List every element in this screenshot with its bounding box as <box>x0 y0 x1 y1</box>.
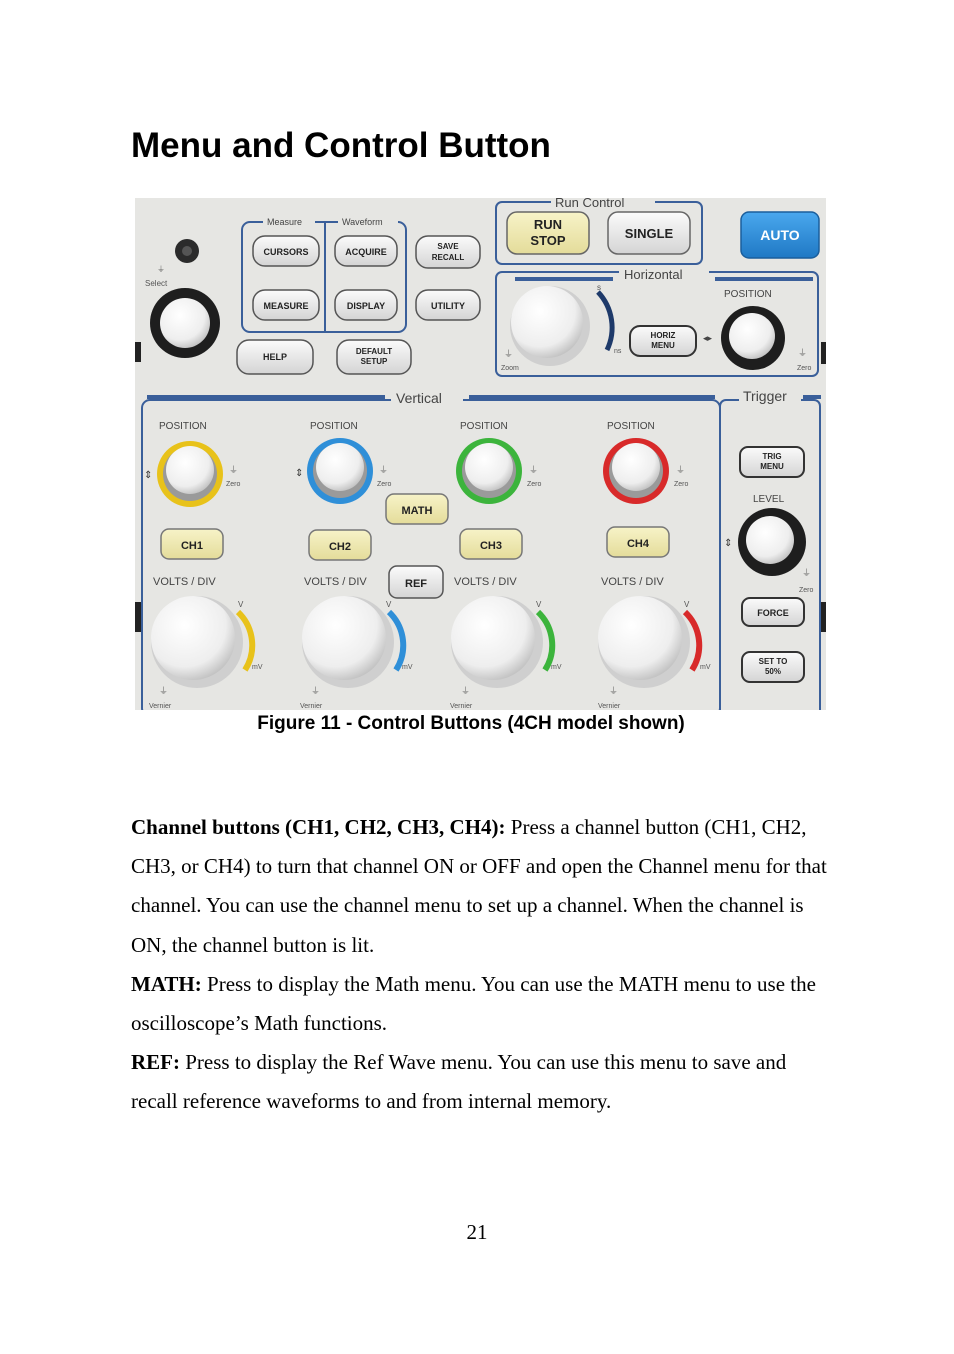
ch2-mv-unit: mV <box>402 664 413 671</box>
ch1-position-label: POSITION <box>159 421 207 432</box>
ch2-updown-icon: ⇕ <box>295 468 304 479</box>
ch4-volts-div-label: VOLTS / DIV <box>601 576 664 588</box>
trig-label: TRIG <box>762 452 782 461</box>
ch3-vernier-label: Vernier <box>450 703 473 710</box>
setup-label: SETUP <box>360 357 388 366</box>
ground-icon: ⏚ <box>157 265 165 274</box>
ch3-v-unit: V <box>536 600 542 609</box>
stop-label: STOP <box>530 233 566 248</box>
figure-caption <box>0 713 954 735</box>
help-button-label: HELP <box>262 352 288 362</box>
vertical-label: Vertical <box>396 390 442 406</box>
ch3-vernier-icon: ⏚ <box>461 686 471 696</box>
horizontal-scale-knob[interactable] <box>511 286 583 358</box>
ch3-volts-div-label: VOLTS / DIV <box>454 576 517 588</box>
level-zero-icon: ⏚ <box>802 568 812 578</box>
force-button-label: FORCE <box>757 608 789 618</box>
measure-button-label: MEASURE <box>263 301 309 311</box>
ch2-volts-div-knob[interactable] <box>302 596 386 680</box>
ch1-volts-div-label: VOLTS / DIV <box>153 576 216 588</box>
ch3-zero-label: Zero <box>527 481 542 488</box>
ch1-mv-unit: mV <box>252 664 263 671</box>
ch3-mv-unit: mV <box>551 664 562 671</box>
single-button-label: SINGLE <box>624 226 674 241</box>
term-ref: REF: <box>131 1050 180 1075</box>
ch1-position-knob[interactable] <box>166 446 214 494</box>
ch2-v-unit: V <box>386 600 392 609</box>
ch4-zero-icon: ⏚ <box>676 465 686 475</box>
term-channel-buttons: Channel buttons (CH1, CH2, CH3, CH4): <box>131 815 506 839</box>
horiz-label: HORIZ <box>650 331 676 340</box>
ch4-v-unit: V <box>684 600 690 609</box>
math-button-label: MATH <box>401 505 433 517</box>
cursors-button-label: CURSORS <box>263 247 309 257</box>
term-math: MATH: <box>131 971 202 996</box>
save-label: SAVE <box>437 242 459 251</box>
left-right-arrow-icon: ◂▸ <box>703 333 713 343</box>
ref-button-label: REF <box>405 578 427 590</box>
waveform-group-label: Waveform <box>342 217 383 227</box>
paragraph-math <box>131 965 831 1043</box>
ch1-vernier-icon: ⏚ <box>159 686 169 696</box>
ch3-volts-div-knob[interactable] <box>451 596 535 680</box>
control-panel-figure <box>135 198 826 710</box>
fifty-percent-label: 50% <box>764 667 782 676</box>
horizontal-zero-label: Zero <box>797 365 812 372</box>
select-label: Select <box>145 279 168 288</box>
ch2-position-knob[interactable] <box>316 443 364 491</box>
ch4-vernier-label: Vernier <box>598 703 621 710</box>
ch1-v-unit: V <box>238 600 244 609</box>
horiz-menu-label: MENU <box>651 341 675 350</box>
ch4-zero-label: Zero <box>674 481 689 488</box>
ch2-vernier-icon: ⏚ <box>311 686 321 696</box>
desc-math: Press to display the Math menu. You can use the MATH menu to use the oscilloscope’s Math functions. <box>131 971 816 1036</box>
ch1-button-label: CH1 <box>180 540 204 552</box>
horizontal-position-knob[interactable] <box>729 313 775 359</box>
run-label: RUN <box>533 217 563 232</box>
horizontal-label: Horizontal <box>624 267 683 282</box>
zoom-label: Zoom <box>501 365 519 372</box>
ch2-position-label: POSITION <box>310 421 358 432</box>
desc-ref: Press to display the Ref Wave menu. You can use this menu to save and recall reference waveforms to and from internal memory. <box>131 1050 787 1114</box>
ch4-position-knob[interactable] <box>612 443 660 491</box>
level-updown-icon: ⇕ <box>724 538 733 549</box>
set-to-label: SET TO <box>758 657 788 666</box>
ch3-position-label: POSITION <box>460 421 508 432</box>
acquire-button-label: ACQUIRE <box>345 247 387 257</box>
measure-group-label: Measure <box>267 217 303 227</box>
paragraph-channel-buttons <box>131 808 831 965</box>
page-number: 21 <box>466 1220 488 1244</box>
trigger-level-knob[interactable] <box>746 516 794 564</box>
level-zero-label: Zero <box>799 587 814 594</box>
ch4-volts-div-knob[interactable] <box>598 596 682 680</box>
zoom-icon: ⏚ <box>504 349 514 359</box>
ns-unit: ns <box>614 348 622 355</box>
ch4-position-label: POSITION <box>607 421 655 432</box>
ch2-zero-label: Zero <box>377 481 392 488</box>
ch4-button-label: CH4 <box>626 538 650 550</box>
ch2-zero-icon: ⏚ <box>379 465 389 475</box>
ch1-volts-div-knob[interactable] <box>151 596 235 680</box>
recall-label: RECALL <box>431 253 465 262</box>
auto-button-label: AUTO <box>760 227 800 243</box>
horizontal-zero-icon: ⏚ <box>798 348 808 358</box>
select-knob[interactable] <box>160 298 210 348</box>
save-recall-button[interactable] <box>416 236 480 268</box>
page-title: Menu and Control Button <box>131 126 551 165</box>
ch3-position-knob[interactable] <box>465 443 513 491</box>
control-panel-photo <box>135 198 826 710</box>
figure-caption-text: Figure 11 - Control Buttons (4CH model shown) <box>257 713 685 734</box>
trigger-label: Trigger <box>743 388 787 404</box>
default-label: DEFAULT <box>355 347 393 356</box>
paragraph-ref <box>131 1043 831 1121</box>
ch2-vernier-label: Vernier <box>300 703 323 710</box>
ch1-updown-icon: ⇕ <box>144 470 153 481</box>
utility-button-label: UTILITY <box>431 301 465 311</box>
body-text <box>131 808 831 1122</box>
level-label: LEVEL <box>753 494 785 505</box>
run-control-label: Run Control <box>555 198 625 210</box>
ch4-vernier-icon: ⏚ <box>609 686 619 696</box>
ch1-zero-icon: ⏚ <box>229 465 239 475</box>
horizontal-position-label: POSITION <box>724 289 772 300</box>
seconds-unit: s <box>597 283 601 292</box>
desc-channel-buttons: Press a channel button (CH1, CH2, CH3, or CH4) to turn that channel ON or OFF and open the Channel menu for that channel. You can use the channel menu to set up a channel. When the channel is ON, the channel button is lit. <box>131 815 827 957</box>
display-button-label: DISPLAY <box>346 301 386 311</box>
ch2-button-label: CH2 <box>328 541 352 553</box>
ch4-mv-unit: mV <box>700 664 711 671</box>
trig-menu-label: MENU <box>760 462 784 471</box>
ch3-button-label: CH3 <box>479 540 503 552</box>
ch3-zero-icon: ⏚ <box>529 465 539 475</box>
ch1-zero-label: Zero <box>226 481 241 488</box>
ch1-vernier-label: Vernier <box>149 703 172 710</box>
ch2-volts-div-label: VOLTS / DIV <box>304 576 367 588</box>
